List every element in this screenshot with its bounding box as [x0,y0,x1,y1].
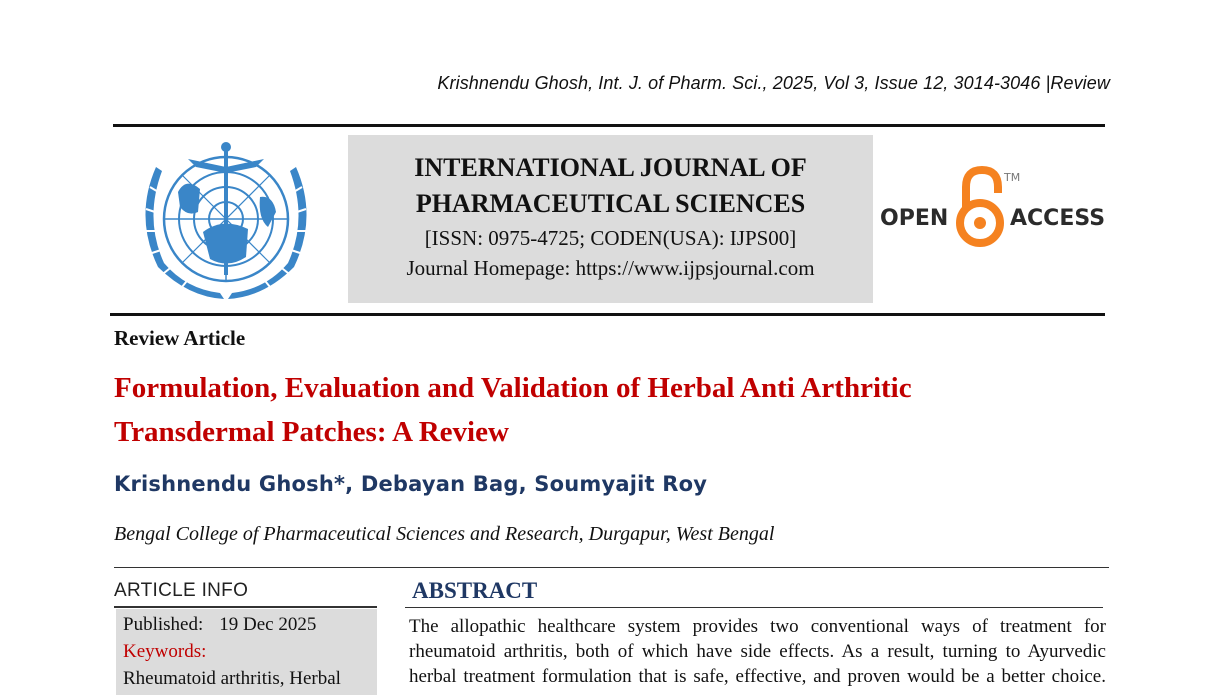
open-access-logo [880,165,1110,250]
open-access-right-text: ACCESS [1010,206,1106,231]
running-head: Krishnendu Ghosh, Int. J. of Pharm. Sci., 2025, Vol 3, Issue 12, 3014-3046 |Review [437,73,1110,93]
abstract-rule [405,607,1103,608]
article-title-line2: Transdermal Patches: A Review [114,416,509,448]
abstract-text: The allopathic healthcare system provides two conventional ways of treatment for rheumatoid arthritis, both of which have side effects. As a result, turning to Ayurvedic herbal treatment formulation that is safe, effective, and proven would be a better choice. [409,616,1106,687]
affiliation: Bengal College of Pharmaceutical Sciences and Research, Durgapur, West Bengal [114,523,775,545]
published-label: Published: [123,614,204,635]
article-title [114,366,1074,454]
author-list: Krishnendu Ghosh*, Debayan Bag, Soumyajit Roy [114,472,708,496]
section-divider [114,567,1109,568]
open-access-left-text: OPEN [880,206,949,231]
published-row [123,611,377,638]
keywords-label: Keywords: [123,641,207,662]
journal-masthead [348,135,873,303]
journal-title-line2: PHARMACEUTICAL SCIENCES [415,189,806,218]
journal-issn: [ISSN: 0975-4725; CODEN(USA): IJPS00] [424,226,797,250]
who-emblem-icon [128,137,324,307]
svg-text:TM: TM [1004,171,1021,184]
abstract-heading: ABSTRACT [412,578,538,603]
published-date: 19 Dec 2025 [219,614,317,635]
journal-homepage: Journal Homepage: https://www.ijpsjournal.com [406,256,815,280]
keywords-value: Rheumatoid arthritis, Herbal [123,668,341,689]
article-type: Review Article [114,326,246,350]
header-rule-bottom [110,313,1105,316]
article-info-rule [114,606,377,608]
header-rule-top [113,124,1105,127]
article-info-heading: ARTICLE INFO [114,580,249,601]
article-title-line1: Formulation, Evaluation and Validation of Herbal Anti Arthritic [114,372,912,404]
journal-title-line1: INTERNATIONAL JOURNAL OF [414,153,807,182]
article-info-box [116,609,377,695]
open-lock-icon [960,170,1000,243]
